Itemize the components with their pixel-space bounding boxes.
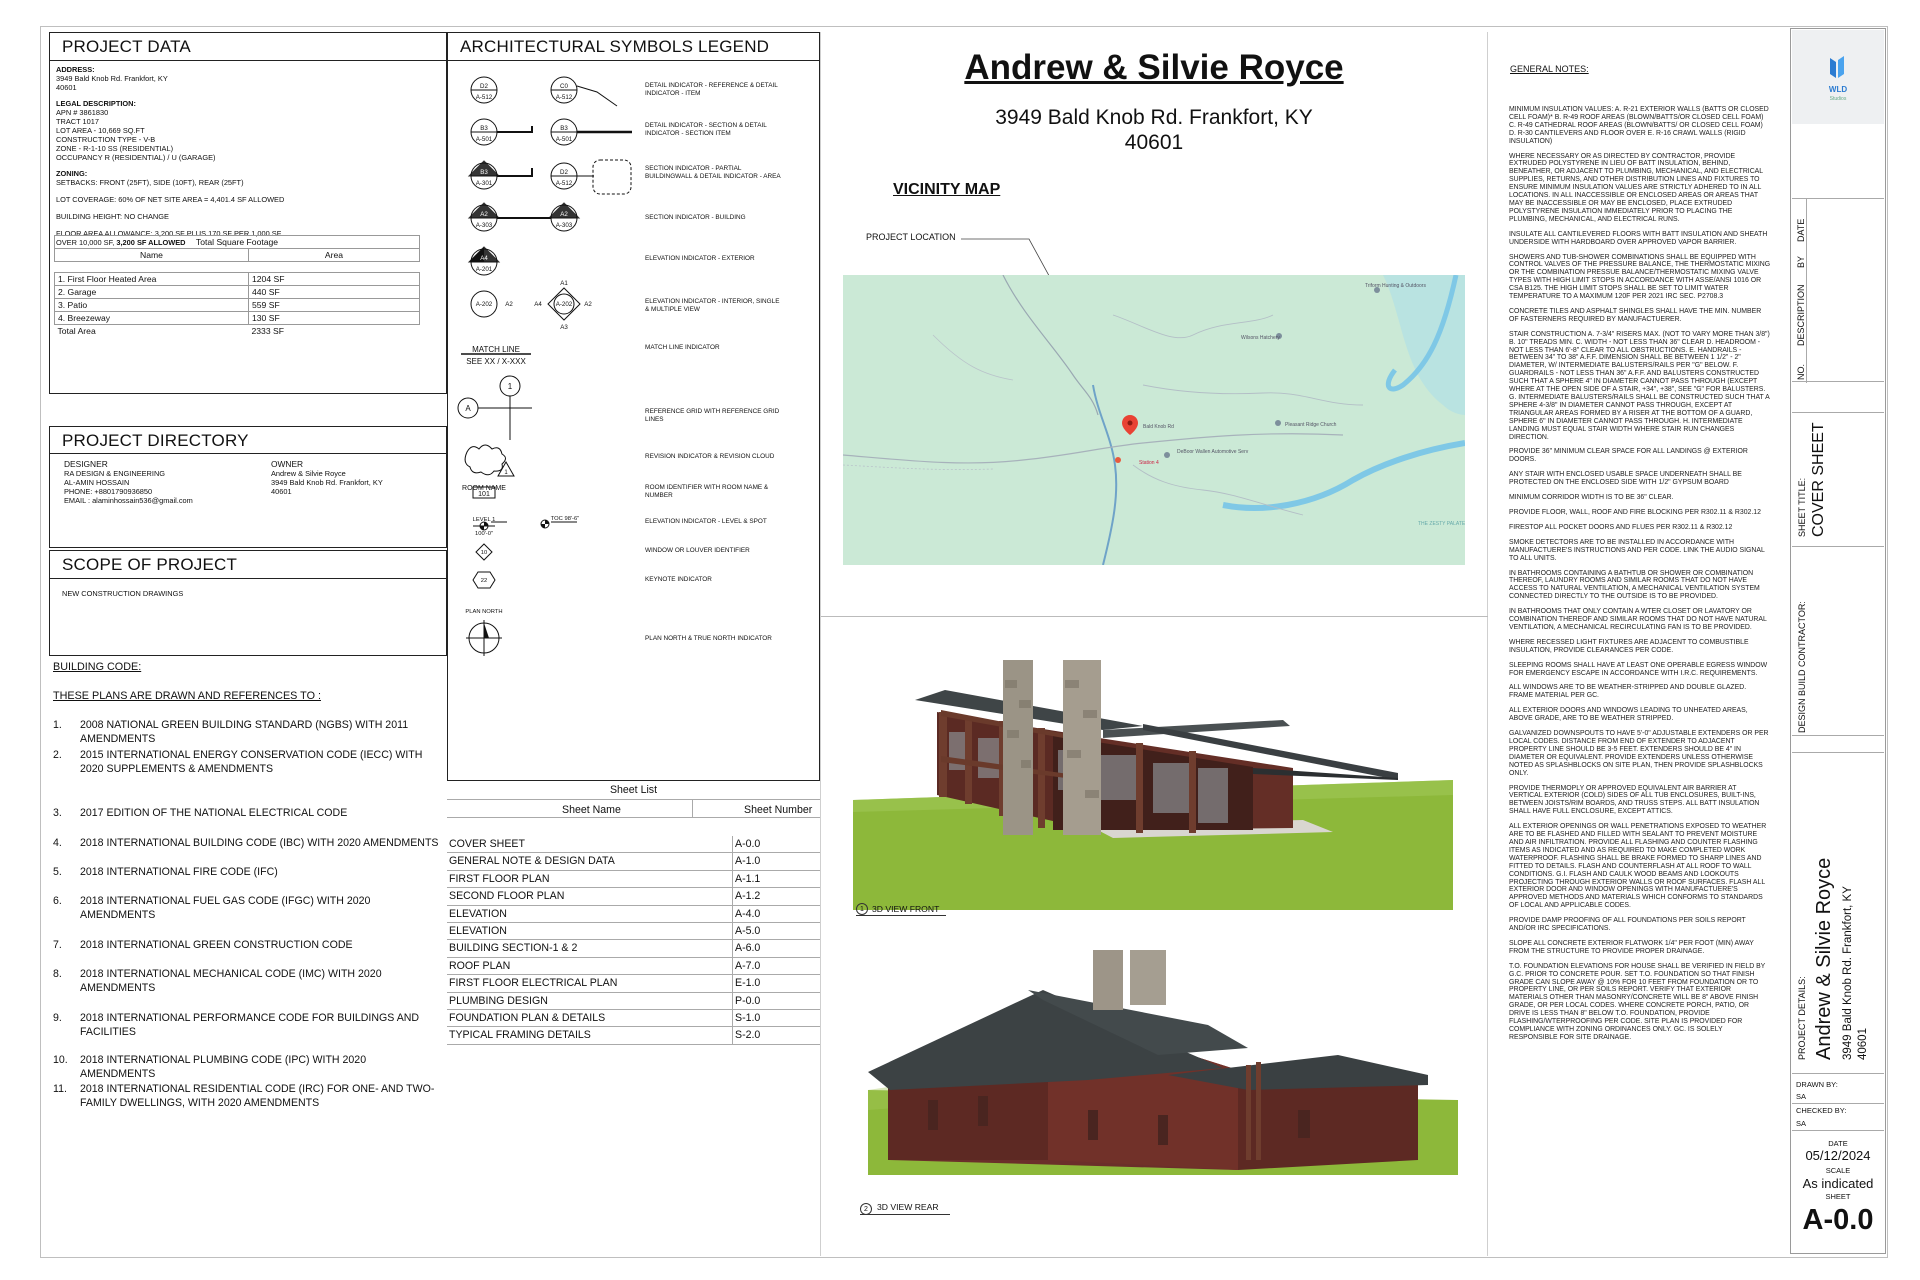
sym-d2: D2 [560,169,568,176]
sheet-list-row [447,871,820,888]
designer-line: RA DESIGN & ENGINEERING [64,469,166,478]
room-name: ROOM NAME [462,485,506,492]
general-note: T.O. FOUNDATION ELEVATIONS FOR HOUSE SHALL BE VERIFIED IN FIELD BY G.C. PRIOR TO CONCRETE POUR. SET T.O. FOUNDATION SO THAT FINISH GRADE CAN SLOPE AWAY @ 10% FOR 10 FEET FROM FOUNDATION OR TO PROPERTY LINE, OR PER SOILS REPORT. VERIFY THAT EXTERIOR MATERIALS OTHER THAN MASONRY/CONCRETE WILL BE 8" ABOVE FINISH GRADE, OR PER LOCAL CODES. WHERE CONCRETE PORCH, PATIO, OR DRIVE IS LESS THAN 8" BELOW T.O. FOUNDATION, PROVIDE FLASHING/WTERPROOFING PER CODE. SITE PLAN IS PROVIDED FOR COMPLIANCE WITH ZONING ORDINANCES ONLY. GC. IS SOLELY RESPONSIBLE FOR SITE DRAINAGE. [1509,962,1766,1041]
keynote-id: 22 [480,578,488,584]
code-text: 2017 EDITION OF THE NATIONAL ELECTRICAL CODE [80,807,348,819]
sheet-list-title: Sheet List [609,784,658,796]
address-zip: 40601 [56,83,77,92]
map-poi: Station 4 [1139,460,1159,466]
square-footage-table [54,235,420,337]
sheet-col-name: Sheet Name [562,804,621,816]
client-address: 3949 Bald Knob Rd. Frankfort, KY [995,106,1313,129]
date-label: DATE [1828,1139,1848,1148]
legal-line: ZONE - R-1-10 SS (RESIDENTIAL) [56,144,174,153]
sq-table-title: Total Square Footage [55,236,420,249]
building-code-title: BUILDING CODE: [53,661,142,673]
map-poi: Pleasant Ridge Church [1285,422,1337,428]
sheet-name: FIRST FLOOR ELECTRICAL PLAN [449,977,618,990]
sheet-number-cell: A-1.2 [735,890,761,903]
legend-symbols [447,60,820,660]
logo-text: WLD [1828,85,1848,94]
building-code-item [53,806,443,820]
code-text: 2018 INTERNATIONAL FIRE CODE (IFC) [80,866,278,878]
general-note: SMOKE DETECTORS ARE TO BE INSTALLED IN ACCORDANCE WITH MANUFACTUERE'S INSTRUCTIONS AND PER CODE. LINK THE AUDIO SIGNAL TO ALL UNITS. [1509,538,1765,562]
general-note: PROVIDE THERMOPLY OR APPROVED EQUIVALENT AIR BARRIER AT VERTICAL EXTERIOR (COLD) SIDES OF ALL TUB ENCLOSURES, BUILT-INS, BETWEEN JOISTS/RIM BOARDS, AND TRUSS STEPS. ALL BATT INSULATION SHALL HAVE FULL ENCLOSURE, EXCEPT ATTICS. [1509,784,1760,816]
general-notes-title: GENERAL NOTES: [1510,64,1589,74]
sym-b3: B3 [480,125,488,132]
scope-panel [49,550,447,656]
sq-col-area: Area [249,249,420,262]
legend-label: KEYNOTE INDICATOR [645,576,712,583]
legend-label: ELEVATION INDICATOR - EXTERIOR [645,255,755,262]
address-line: 3949 Bald Knob Rd. Frankfort, KY [56,74,168,83]
sheet-number-cell: S-2.0 [735,1029,761,1042]
sq-col-name: Name [55,249,249,262]
sym-c0: C0 [560,83,568,90]
rev-col-by: BY [1796,255,1806,268]
sym-a202: A-202 [475,301,493,308]
code-number: 8. [53,968,62,980]
level-value: 100'-0" [475,531,493,537]
project-address: 3949 Bald Knob Rd. Frankfort, KY [1842,886,1854,1060]
sheet-name: FOUNDATION PLAN & DETAILS [449,1012,606,1024]
view-2-underline [860,1214,950,1215]
legend-label: DETAIL INDICATOR - REFERENCE & DETAIL INDICATOR - ITEM [645,82,778,97]
sheet-number-cell: A-0.0 [735,838,761,850]
owner-line: Andrew & Silvie Royce [271,469,346,478]
client-title: Andrew & Silvie Royce [964,48,1344,87]
sheet-number-cell: A-1.1 [735,872,761,885]
sheet-number-cell: A-6.0 [735,942,761,955]
code-number: 10. [53,1054,68,1066]
drawn-by: SA [1796,1092,1807,1101]
general-note: CONCRETE TILES AND ASPHALT SHINGLES SHALL HAVE THE MIN. NUMBER OF FASTERNERS REQUIRED BY MANUFACTUERER. [1509,307,1762,323]
sym-a1: A1 [560,280,568,287]
vicinity-map-title: VICINITY MAP [893,181,1001,198]
sym-a501: A-501 [555,136,573,143]
code-number: 7. [53,939,62,951]
project-name: Andrew & Silvie Royce [1813,857,1835,1060]
sym-d2: D2 [480,83,488,90]
map-poi: Wilsons Hatchery [1241,335,1280,341]
designer-line: PHONE: +8801790936850 [64,487,153,496]
sheet-list-row [447,940,820,957]
general-note: ALL WINDOWS ARE TO BE WEATHER-STRIPPED AND DOUBLE GLAZED. FRAME MATERIAL PER GC. [1509,684,1747,700]
toc-value: TOC 98'-6" [550,516,580,522]
sheet-title: COVER SHEET [1810,422,1827,537]
sym-a2: A2 [560,211,568,218]
floor-area-allowed: 3,200 SF ALLOWED [116,238,186,247]
checked-by: SA [1796,1119,1807,1128]
floor-area-allowance: FLOOR AREA ALLOWANCE: 3,200 SF PLUS 170 SF PER 1,000 SF [56,229,282,238]
sheet-title-label: SHEET TITLE: [1797,477,1807,537]
project-data-header: PROJECT DATA [50,33,446,61]
legal-line: LOT AREA - 10,669 SQ.FT [56,126,145,135]
zoning-label: ZONING: [56,169,88,178]
code-text: 2018 INTERNATIONAL MECHANICAL CODE (IMC) WITH 2020 AMENDMENTS [80,968,382,994]
general-note: WHERE RECESSED LIGHT FIXTURES ARE ADJACENT TO COMBUSTIBLE INSULATION, PROVIDE CLEARANCES PER CODE. [1509,638,1749,654]
building-code-item [53,894,443,922]
code-number: 4. [53,837,62,849]
sym-a4: A4 [534,301,542,308]
general-note: WHERE NECESSARY OR AS DIRECTED BY CONTRACTOR, PROVIDE EXTRUDED POLYSTYRENE IN LIEU OF BATT INSULATION, BEHIND, BENEATHER, OR ADJACENT TO PLUMBING, MECHANICAL, AND ELECTRICAL SUPPLIES, RETURNS, AND OTHER DISTRIBUTION LINES AND FIXTURES TO ENSURE MINIMUM INSULATION VALUES ARE STRICTLY ADHERED TO IN ALL LOCATIONS. IN ALL INACCESSIBLE OR ENCLOSED AREAS OR AREAS THAT MAY BE INACCESSIBLE OR MAY BE ENCLOSED, PLACE EXTRUDED POLYSTYRENE INSULATION IMMEDIATELY PRIOR TO PLACING THE PLUMBING, MECHANICAL, AND ELECTRICAL RUNS. [1509,152,1763,223]
view-1-underline [856,915,946,916]
general-note: INSULATE ALL CANTILEVERED FLOORS WITH BATT INSULATION AND SHEATH UNDERSIDE WITH HARDBOARD OVER APPROVED VAPOR BARRIER. [1509,230,1768,246]
setbacks: SETBACKS: FRONT (25FT), SIDE (10FT), REAR (25FT) [56,178,244,187]
project-zip: 40601 [1857,1028,1869,1060]
general-note: PROVIDE FLOOR, WALL, ROOF AND FIRE BLOCKING PER R302.11 & R302.12 [1509,508,1761,516]
building-code-subtitle: THESE PLANS ARE DRAWN AND REFERENCES TO : [53,690,321,702]
general-note: GALVANIZED DOWNSPOUTS TO HAVE 5'-0" ADJUSTABLE EXTENDERS OR PER LOCAL CODES. DISTANCE FROM END OF EXTENDER TO ADJACENT PROPERTY LINE SHOULD BE 3-5 FEET. EXTENDERS SHOULD BE 4" IN DIAMETER OR EQUIVALENT. PROVIDE EXTENDERS UNLESS OTHERWISE NOTED AS SPLASHBLOCKS ON SITE PLAN, THEN PROVIDE SPLASHBLOCKS ONLY. [1509,730,1769,777]
sym-a2: A2 [480,211,488,218]
code-text: 2018 INTERNATIONAL GREEN CONSTRUCTION CODE [80,939,353,951]
sym-a301: A-301 [475,180,493,187]
table-row: 2. Garage 440 SF [55,286,420,299]
code-number: 3. [53,807,62,819]
legend-label: WINDOW OR LOUVER IDENTIFIER [645,547,750,554]
legal-line: APN # 3861830 [56,108,109,117]
owner-line: 3949 Bald Knob Rd. Frankfort, KY [271,478,383,487]
contractor-label: DESIGN BUILD CONTRACTOR: [1797,601,1807,733]
sheet-name: PLUMBING DESIGN [449,994,548,1007]
general-note: PROVIDE 36" MINIMUM CLEAR SPACE FOR ALL LANDINGS @ EXTERIOR DOORS. [1509,448,1748,464]
sym-b3: B3 [560,125,568,132]
general-notes-body [1509,106,1771,1049]
legend-label: DETAIL INDICATOR - SECTION & DETAIL INDICATOR - SECTION ITEM [645,122,767,137]
code-text: 2018 INTERNATIONAL PERFORMANCE CODE FOR BUILDINGS AND FACILITIES [80,1012,420,1038]
sym-a2: A2 [505,301,513,308]
code-text: 2018 INTERNATIONAL FUEL GAS CODE (IFGC) WITH 2020 AMENDMENTS [80,895,371,921]
scale-label: SCALE [1825,1166,1851,1175]
sym-a201: A-201 [475,266,493,273]
sheet-list-row [447,836,820,853]
code-number: 11. [53,1083,67,1095]
sheet-number-cell: A-7.0 [735,959,761,972]
legend-label: ROOM IDENTIFIER WITH ROOM NAME & NUMBER [645,484,769,499]
render-3d-rear [868,950,1458,1175]
sheet-list-row [447,1010,820,1027]
sym-a512: A-512 [555,180,573,187]
render-3d-front [853,660,1453,910]
sheet-list-row [447,975,820,992]
table-row: 1. First Floor Heated Area 1204 SF [55,273,420,286]
owner-line: 40601 [271,487,292,496]
sheet-list-row [447,923,820,940]
scope-text: NEW CONSTRUCTION DRAWINGS [62,589,184,598]
floor-area-allowance-cont: OVER 10,000 SF, [56,238,117,247]
code-number: 1. [53,719,62,731]
checked-by-label: CHECKED BY: [1796,1106,1847,1115]
sym-a4: A4 [480,255,488,262]
grid-letter: A [465,404,471,413]
table-row: Total Area 2333 SF [57,326,284,336]
legend-label: REFERENCE GRID WITH REFERENCE GRID LINES [645,408,780,423]
sheet-list-row [447,853,820,870]
sheet-number-cell: P-0.0 [735,994,761,1007]
project-directory-panel [49,426,447,548]
legal-line: CONSTRUCTION TYPE - V-B [56,135,156,144]
legend-label: MATCH LINE INDICATOR [645,344,720,351]
logo-icon [1824,52,1852,82]
building-code-item [53,1082,443,1110]
building-code-item [53,836,443,850]
sheet-name: GENERAL NOTE & DESIGN DATA [449,855,615,868]
code-text: 2018 INTERNATIONAL BUILDING CODE (IBC) WITH 2020 AMENDMENTS [80,837,439,849]
general-note: PROVIDE DAMP PROOFING OF ALL FOUNDATIONS PER SOILS REPORT AND/OR IRC SPECIFICATIONS. [1509,917,1746,933]
general-note: ALL EXTERIOR DOORS AND WINDOWS LEADING TO UNHEATED AREAS, ABOVE GRADE, ARE TO BE WEATHER STRIPPED. [1509,707,1748,723]
sheet-name: BUILDING SECTION-1 & 2 [449,942,578,955]
sheet-name: ELEVATION [449,907,507,920]
window-id: 10 [480,550,488,556]
sheet-list-row [447,906,820,923]
level-name: LEVEL 1 [472,517,496,523]
sheet-list-row [447,1027,820,1044]
building-height: BUILDING HEIGHT: NO CHANGE [56,212,169,221]
general-note: MINIMUM CORRIDOR WIDTH IS TO BE 36" CLEAR. [1509,494,1674,502]
building-code-item [53,938,443,952]
building-code-item [53,865,443,879]
map-marker-label: Bald Knob Rd [1143,424,1174,430]
sheet-number: A-0.0 [1802,1204,1874,1236]
general-note: MINIMUM INSULATION VALUES: A. R-21 EXTERIOR WALLS (BATTS OR CLOSED CELL FOAM)* B. R-49 ROOF AREAS (BLOWN/BATTS/OR CLOSED CELL FOAM) C. R-49 CATHEDRAL ROOF AREAS (BLOWN/BATTS/ OR CLOSED CELL FOAM) D. R-30 CANTILEVERS AND FLOOR OVER E. R-16 CRAWL WALLS (RIGID INSULATION) [1509,106,1769,145]
designer-email: EMAIL : alaminhossain536@gmail.com [64,496,193,505]
sheet-list-row [447,888,820,905]
rev-col-no: NO. [1796,363,1806,380]
sym-a3: A3 [560,324,568,331]
sym-b3: B3 [480,169,488,176]
sheet-col-number: Sheet Number [744,804,813,816]
owner-label: OWNER [271,459,304,469]
legend-label: PLAN NORTH & TRUE NORTH INDICATOR [645,635,772,642]
client-zip: 40601 [1124,131,1184,154]
code-text: 2015 INTERNATIONAL ENERGY CONSERVATION CODE (IECC) WITH 2020 SUPPLEMENTS & AMENDMENTS [80,749,423,775]
code-text: 2018 INTERNATIONAL RESIDENTIAL CODE (IRC) FOR ONE- AND TWO-FAMILY DWELLINGS, WITH 2020 AMENDMENTS [80,1083,435,1109]
sheet-name: ELEVATION [449,925,507,937]
general-note: ALL EXTERIOR OPENINGS OR WALL PENETRATIONS EXPOSED TO WEATHER ARE TO BE FLASHED AND FILLED WITH SEALANT TO PREVENT MOISTURE AND AIR INFILTRATION. PROVIDE ALL FLASHING AND COUNTER FLASHING ITEMS AS INDICATED AND AS REQUIRED TO MAKE COMPLETED WORK WATERPROOF. FLASHING SHALL BE BRAKE FORMED TO SHARP LINES AND FITTED TO DETAILS. FLASH AND COUNTERFLASH AT ALL ROOF TO WALL CONDITIONS. G.I. FLASH AND CAULK WOOD BEAMS AND LOOKOUTS PROJECTING THROUGH EXTERIOR WALLS OR ROOF SURFACES. FLASH ALL EXTERIOR DOOR AND WINDOW OPENINGS WITH MANUFACTUERE'S APPROVED METHODS AND MATERIALS WHICH CONFORMS TO STANDARDS OF LOCAL AND APPLICABLE CODES. [1509,823,1767,910]
sheet-list-row [447,993,820,1010]
sheet-list-row [447,958,820,975]
sym-a501: A-501 [475,136,493,143]
map-river-label: THE ZESTY PALATE [1418,521,1465,527]
sym-a202: A-202 [555,301,573,308]
sym-a303: A-303 [475,222,493,229]
rev-col-description: DESCRIPTION [1796,284,1806,346]
project-details-label: PROJECT DETAILS: [1797,976,1807,1060]
sym-a512: A-512 [475,94,493,101]
general-note: IN BATHROOMS THAT ONLY CONTAIN A WTER CLOSET OR LAVATORY OR COMBINATION THEREOF AND SIMILAR ROOMS THAT DO NOT HAVE NATURAL VENTILATION, A MECHANICAL RECIRCULATING FAN IS TO BE PROVIDED. [1509,608,1767,631]
building-code-item [53,1011,443,1039]
grid-number: 1 [507,382,513,391]
project-data-panel [49,32,447,394]
sheet-name: COVER SHEET [449,838,525,850]
legal-line: TRACT 1017 [56,117,99,126]
table-row: 4. Breezeway 130 SF [55,312,420,325]
lot-coverage: LOT COVERAGE: 60% OF NET SITE AREA = 4,401.4 SF ALLOWED [56,195,285,204]
view-1-number: 1 [856,903,868,915]
building-code-item [53,1053,443,1081]
general-note: ANY STAIR WITH ENCLOSED USABLE SPACE UNDERNEATH SHALL BE PROTECTED ON THE ENCLOSED SIDE WITH 1/2" GYPSUM BOARD [1509,471,1742,487]
rev-col-date: DATE [1796,218,1806,242]
project-location-label: PROJECT LOCATION [866,232,956,242]
legend-header: ARCHITECTURAL SYMBOLS LEGEND [448,33,819,61]
view-1-label: 3D VIEW FRONT [872,904,940,914]
code-number: 2. [53,749,62,761]
date-value: 05/12/2024 [1805,1148,1871,1163]
scope-header: SCOPE OF PROJECT [50,551,446,579]
sheet-number-cell: S-1.0 [735,1012,761,1024]
sheet-number-cell: A-5.0 [735,925,761,937]
sheet-number-cell: A-1.0 [735,855,761,868]
scale-value: As indicated [1802,1176,1874,1191]
sheet-number-cell: E-1.0 [735,977,761,990]
map-poi: Triform Hunting & Outdoors [1365,283,1426,289]
legal-line: OCCUPANCY R (RESIDENTIAL) / U (GARAGE) [56,153,216,162]
building-code-item [53,748,443,776]
address-label: ADDRESS: [56,65,95,74]
vicinity-map[interactable] [843,275,1465,565]
sheet-name: ROOF PLAN [449,959,511,972]
sym-a2: A2 [584,301,592,308]
plan-north-label: PLAN NORTH [465,609,503,615]
sheet-number-cell: A-4.0 [735,907,761,920]
match-line-see: SEE XX / X-XXX [466,357,526,366]
legend-label: ELEVATION INDICATOR - INTERIOR, SINGLE & MULTIPLE VIEW [645,298,780,313]
general-note: IN BATHROOMS CONTAINING A BATHTUB OR SHOWER OR COMBINATION THEREOF, LAUNDRY ROOMS AND SIMILAR ROOMS THAT DO NOT HAVE ACCESS TO NATURAL VENTILATION, A MECHANICAL VENTILATION SYSTEM CONNECTED DIRECTLY TO THE OUTSIDE IS TO BE PROVIDED. [1509,569,1760,601]
general-note: SLEEPING ROOMS SHALL HAVE AT LEAST ONE OPERABLE EGRESS WINDOW FOR EMERGENCY ESCAPE IN ACCORDANCE WITH I.R.C. REQUIREMENTS. [1509,661,1768,677]
building-code-item [53,718,443,746]
map-poi: DeBoor Wallen Automotive Serv [1177,449,1249,455]
building-code-item [53,967,443,995]
designer-line: AL-AMIN HOSSAIN [64,478,130,487]
code-number: 6. [53,895,62,907]
sym-a512: A-512 [555,94,573,101]
view-2-label: 3D VIEW REAR [877,1202,939,1212]
sheet-list-header [447,799,820,818]
legend-label: SECTION INDICATOR - BUILDING [645,214,746,221]
code-number: 9. [53,1012,62,1024]
match-line-label: MATCH LINE [472,345,520,354]
legal-label: LEGAL DESCRIPTION: [56,99,136,108]
general-note: SHOWERS AND TUB-SHOWER COMBINATIONS SHALL BE EQUIPPED WITH CONTROL VALVES OF THE PRESSURE BALANCE, THE THERMOSTATIC MIXING OR THE COMBINATION PRESSUE BALANCE/THERMOSTATIC MIXING VALVE TYPES WITH HIGH LIMIT STOPS IN ACCORDANCE WITH ASSE/ANSI 1016 OR CSA B125. THE HIGH LIMIT STOPS SHALL BE SET TO LIMIT WATER TEMPERATURE TO A MAXIMUM 120F PER 2021 IRC SEC. P2708.3 [1509,253,1771,301]
drawn-by-label: DRAWN BY: [1796,1080,1838,1089]
room-number: 101 [478,491,490,498]
center-divider [821,616,1488,617]
revision-number: 1 [504,470,508,476]
sheet-label: SHEET [1825,1192,1851,1201]
directory-header: PROJECT DIRECTORY [62,431,249,450]
logo-subtext: Studios [1829,96,1847,102]
sym-a303: A-303 [555,222,573,229]
view-2-number: 2 [860,1203,872,1215]
code-text: 2008 NATIONAL GREEN BUILDING STANDARD (NGBS) WITH 2011 AMENDMENTS [80,719,409,745]
general-note: FIRESTOP ALL POCKET DOORS AND FLUES PER R302.11 & R302.12 [1509,523,1733,531]
sheet-name: FIRST FLOOR PLAN [449,872,550,885]
sheet-name: TYPICAL FRAMING DETAILS [449,1029,591,1042]
table-row: 3. Patio 559 SF [55,299,420,312]
legend-label: ELEVATION INDICATOR - LEVEL & SPOT [645,518,767,525]
sheet-name: SECOND FLOOR PLAN [449,890,565,903]
legend-label: REVISION INDICATOR & REVISION CLOUD [645,453,775,460]
designer-label: DESIGNER [64,459,108,469]
general-note: STAIR CONSTRUCTION A. 7-3/4" RISERS MAX. (NOT TO VARY MORE THAN 3/8") B. 10" TREADS MIN. C. WIDTH - NOT LESS THAN 36" CLEAR D. HEADROOM - NOT LESS THAN 6'-8" CLEAR TO ALL OBSTRUCTIONS. E. HANDRAILS - BETWEEN 34" TO 38" A.F.F. DIMENSION SHALL BE BETWEEN 1 1/2" - 2" DIAMETER, W/ INTERMEDIATE BALUSTERS/RAILS PER "G" BELOW. F. GUARDRAILS - NOT LESS THAN 36" A.F.F. AND BALUSTERS CONSTRUCTED SUCH THAT A SPHERE 4" IN DIAMETER CANNOT PASS THROUGH (EXCEPT WHERE AT THE OPEN SIDE OF A STAIR, +34", +38", SEE "G" FOR BALUSTERS. G. INTERMEDIATE BALUSTERS/RAILS SHALL BE CONSTRUCTED SUCH THAT A SPHERE 4-3/8" IN DIAMETER CANNOT PASS THROUGH, EXCEPT AT TRIANGULAR AREAS FORMED BY A RISER AT THE BOTTOM OF A GUARD, SPHERE 6" IN DIAMETER CANNOT PASS THROUGH. H. INTERMEDIATE LANDING MUST EQUAL STAIR WIDTH WHERE STAIR RUN CHANGES DIRECTION. [1509,330,1770,441]
general-note: SLOPE ALL CONCRETE EXTERIOR FLATWORK 1/4" PER FOOT (MIN) AWAY FROM THE STRUCTURE TO PROVIDE PROPER DRAINAGE. [1509,939,1754,955]
legend-label: SECTION INDICATOR - PARTIAL BUILDINGWALL & DETAIL INDICATOR - AREA [645,165,781,180]
code-number: 5. [53,866,62,878]
code-text: 2018 INTERNATIONAL PLUMBING CODE (IPC) WITH 2020 AMENDMENTS [80,1054,367,1080]
